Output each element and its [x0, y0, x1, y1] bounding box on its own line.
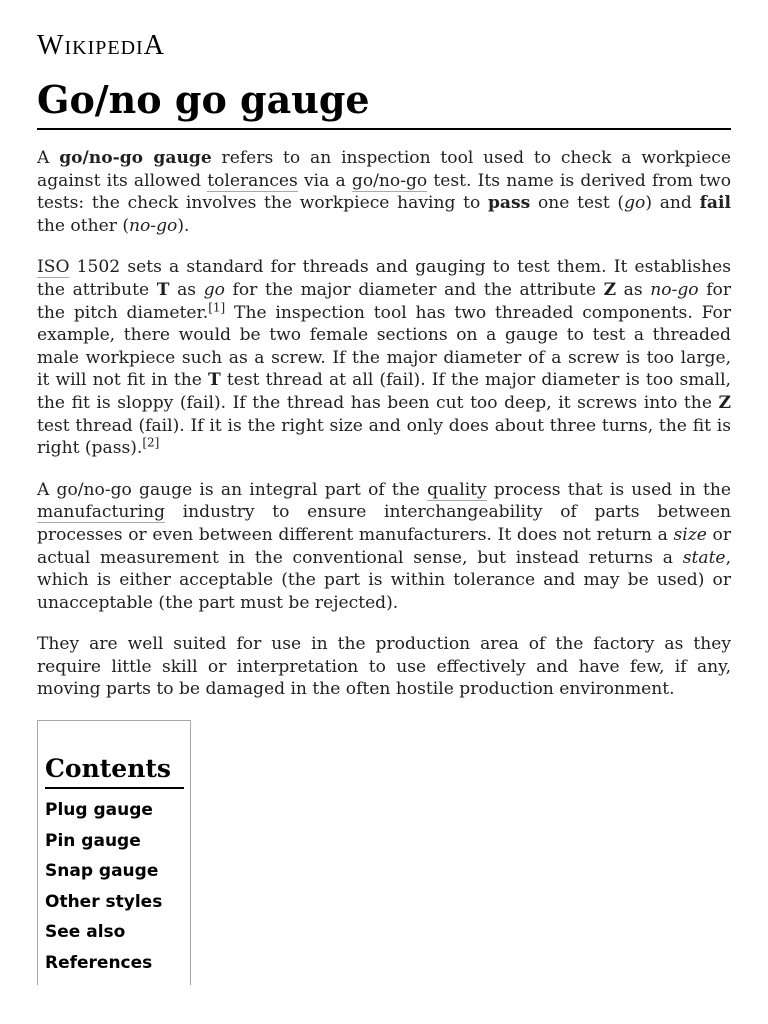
italic-term: no-go	[129, 215, 178, 236]
italic-term: no-go	[650, 279, 699, 300]
bold-term: T	[207, 370, 221, 391]
link-tolerances[interactable]: tolerances	[207, 170, 298, 191]
link-quality[interactable]: quality	[427, 479, 487, 500]
toc-item-other-styles[interactable]: Other styles	[45, 891, 163, 912]
text: test thread (fail). If it is the right size and only does about three turns, the fit is right (pass).	[37, 415, 731, 459]
toc-item-snap-gauge[interactable]: Snap gauge	[45, 861, 159, 882]
text: for the pitch diameter.	[37, 279, 732, 323]
bold-term: fail	[699, 193, 731, 214]
text: as	[169, 279, 204, 300]
text: refers to an inspection tool used to check a workpiece against its allowed	[37, 148, 731, 191]
toc-item-see-also[interactable]: See also	[45, 922, 126, 943]
bold-term: pass	[487, 193, 531, 214]
citation-1[interactable]: [1]	[208, 299, 226, 314]
page	[37, 0, 731, 985]
text: , which is either acceptable (the part is within tolerance and may be used) or unacceptable (the part must be rejected).	[37, 547, 731, 613]
text: ) and	[645, 193, 700, 214]
text: process that is used in the	[486, 479, 731, 500]
text: test thread at all (fail). If the major diameter is too small, the fit is sloppy (fail). If the thread has been cut too deep, it screws into the	[37, 370, 731, 413]
text: ).	[177, 215, 190, 236]
text: A	[37, 148, 60, 168]
text: the other (	[37, 215, 129, 236]
text: one test (	[530, 193, 625, 214]
toc-title: Contents	[45, 753, 184, 789]
toc-item-plug-gauge[interactable]: Plug gauge	[45, 800, 153, 821]
text: industry to ensure interchangeability of parts between processes or even between different manufacturers. It does not return a	[37, 502, 731, 545]
text: A go/no-go gauge is an integral part of the	[37, 479, 428, 500]
text: 1502 sets a standard for threads and gauging to test them. It establishes the attribute	[37, 257, 731, 300]
text: test. Its name is derived from two tests: the check involves the workpiece having to	[37, 170, 731, 214]
paragraph-quality	[37, 479, 731, 615]
paragraph-production	[37, 633, 731, 701]
paragraph-intro	[37, 147, 731, 237]
text: or actual measurement in the conventional sense, but instead returns a	[37, 524, 731, 568]
citation-2[interactable]: [2]	[142, 435, 160, 450]
toc-item-references[interactable]: References	[45, 953, 153, 974]
wikipedia-wordmark[interactable]	[37, 30, 731, 62]
link-iso[interactable]: ISO	[37, 257, 70, 278]
bold-term: T	[156, 279, 170, 300]
link-go-no-go[interactable]: go/no-go	[351, 170, 428, 191]
wordmark-text: WIKIPEDIA	[37, 30, 165, 61]
page-title: Go/no go gauge	[37, 76, 731, 130]
italic-term: go	[624, 193, 646, 214]
bold-term: Z	[603, 279, 617, 300]
text: The inspection tool has two threaded components. For example, there would be two female sections on a gauge to test a threaded male workpiece such as a screw. If the major diameter of a screw is too large, it will not fit in the	[37, 302, 731, 391]
text: They are well suited for use in the production area of the factory as they require little skill or interpretation to use effectively and have few, if any, moving parts to be damaged in the often hostile production environment.	[37, 634, 731, 700]
bold-term: Z	[718, 392, 731, 413]
article-body	[37, 147, 731, 701]
text: as	[616, 279, 651, 300]
bold-term: go/no-go gauge	[59, 148, 212, 168]
text: via a	[297, 170, 352, 191]
table-of-contents	[37, 720, 191, 985]
italic-term: go	[203, 279, 225, 300]
text: for the major diameter and the attribute	[224, 279, 604, 300]
italic-term: state	[682, 547, 726, 568]
paragraph-iso	[37, 256, 731, 459]
toc-item-pin-gauge[interactable]: Pin gauge	[45, 830, 141, 851]
toc-list	[45, 795, 184, 979]
link-manufacturing[interactable]: manufacturing	[37, 502, 165, 523]
italic-term: size	[673, 524, 707, 545]
